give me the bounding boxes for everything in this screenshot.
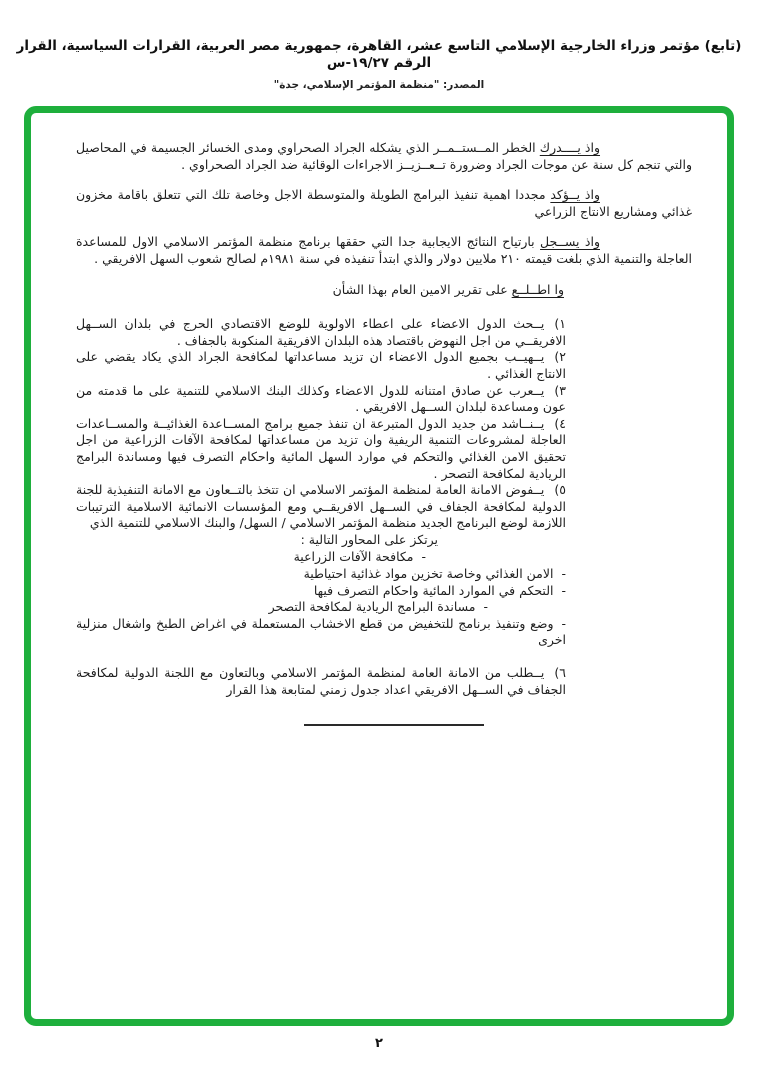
item-number: ٦) xyxy=(554,665,566,681)
operative-item-6 xyxy=(76,665,566,698)
bullet-dash: - xyxy=(483,599,488,615)
bullet-item xyxy=(76,549,566,566)
item-text: يــحث الدول الاعضاء على اعطاء الاولوية للوضع الاقتصادي الحرج في بلدان الســهل الافريقــي من اجل النهوض باقتصاد هذه البلدان الافريقية المنكوبة بالجفاف . xyxy=(76,316,566,348)
item-text: يــعرب عن صادق امتنانه للدول الاعضاء وكذلك البنك الاسلامي للتنمية على ما قدمته من عون ومساعدة لبلدان الســهل الافريقي . xyxy=(76,382,566,415)
bullet-item xyxy=(76,616,566,649)
item-number: ١) xyxy=(554,316,566,332)
operative-item-5 xyxy=(76,482,566,649)
item-number: ٥) xyxy=(554,482,566,498)
page-number: ٢ xyxy=(375,1036,383,1051)
preamble-section xyxy=(76,140,692,298)
header-source-line: المصدر: "منظمة المؤتمر الإسلامي، جدة" xyxy=(273,79,485,91)
operative-item-4 xyxy=(76,416,566,482)
bullet-text: التحكم في الموارد المائية واحكام التصرف فيها xyxy=(313,582,554,598)
operative-item-3 xyxy=(76,383,566,416)
bullet-item xyxy=(76,599,566,616)
bullet-dash: - xyxy=(561,615,566,631)
bullet-text: مساندة البرامج الريادية لمكافحة التصحر xyxy=(268,599,476,615)
bullet-item xyxy=(76,583,566,600)
bullet-item xyxy=(76,566,566,583)
item-number: ٤) xyxy=(554,415,566,431)
bullet-text: وضع وتنفيذ برنامج للتخفيض من قطع الاخشاب المستعملة في اغراض الطبخ واشغال منزلية اخرى xyxy=(76,615,566,648)
bullet-text: مكافحة الآفات الزراعية xyxy=(293,549,414,565)
scanned-text-block xyxy=(76,140,692,726)
operative-items-section xyxy=(76,316,692,698)
preamble-clause xyxy=(76,187,692,220)
item-text: يــهيــب بجميع الدول الاعضاء ان تزيد مساعداتها لمكافحة الجراد الذي يكاد يقضي على الانتاج الغذائي . xyxy=(76,349,566,381)
item-5-axes-intro: يرتكز على المحاور التالية : xyxy=(300,531,438,547)
item-5-bullet-list xyxy=(76,549,566,649)
item-number: ٢) xyxy=(554,349,566,365)
item-text: يــفوض الامانة العامة لمنظمة المؤتمر الاسلامي ان تتخذ بالتــعاون مع الامانة التنفيذية للجنة الدولية لمكافحة الجفاف في الســهل الافريقــي ومع المؤسسات الانمائية الاسلامية الترتيبات اللازمة لوضع البرنامج الجديد منظمة المؤتمر الاسلامي / السهل/ والبنك الاسلامي للتنمية الذي xyxy=(76,482,566,531)
item-text: يــطلب من الامانة العامة لمنظمة المؤتمر الاسلامي وبالتعاون مع اللجنة الدولية لمكافحة الجفاف في الســهل الافريقي اعداد جدول زمني لمتابعة هذا القرار xyxy=(76,665,566,697)
preamble-lead: واذ يــؤكد xyxy=(550,187,600,203)
bullet-dash: - xyxy=(561,566,566,582)
operative-item-1 xyxy=(76,316,566,349)
preamble-lead: واذ يــــدرك xyxy=(539,140,601,155)
preamble-lead: واذ يســجل xyxy=(540,234,600,250)
preamble-text: مجددا اهمية تنفيذ البرامج الطويلة والمتوسطة الاجل وخاصة تلك التي تتعلق باقامة مخزون غذائي ومشاريع الانتاج الزراعي xyxy=(76,187,692,219)
operative-item-2 xyxy=(76,349,566,382)
preamble-text: بارتياح النتائج الايجابية جدا التي حققها برنامج منظمة المؤتمر الاسلامي الاول للمساعدة العاجلة والتنمية الذي بلغت قيمته ٢١٠ ملايين دولار والذي ابتدأ تنفيذه في سنة ١٩٨١م لصالح شعوب السهل الافريقي . xyxy=(76,234,692,266)
bullet-text: الامن الغذائي وخاصة تخزين مواد غذائية احتياطية xyxy=(303,566,554,582)
end-divider-rule xyxy=(304,724,484,726)
item-5-paragraph xyxy=(76,482,566,532)
bullet-dash: - xyxy=(421,549,426,565)
preamble-text: الخطر المــستــمــر الذي يشكله الجراد الصحراوي ومدى الخسائر الجسيمة في المحاصيل والتي تنجم كل سنة عن موجات الجراد وضرورة تــعــزيــز الاجراءات الوقائية ضد الجراد الصحراوي . xyxy=(76,140,692,172)
item-number: ٣) xyxy=(554,382,566,398)
preamble-clause xyxy=(76,234,692,267)
preamble-text: على تقرير الامين العام بهذا الشأن xyxy=(332,281,512,297)
bullet-dash: - xyxy=(561,582,566,598)
preamble-lead: وا اطــلــع xyxy=(511,281,564,297)
preamble-clause xyxy=(76,140,692,173)
item-text: يــنــاشد من جديد الدول المتبرعة ان تنفذ جميع برامج المســاعدة الغذائيــة والمســاعدات العاجلة لمشروعات التنمية الريفية وان تزيد من مساعداتها لمكافحة الآفات الزراعية من اجل تحقيق الامن الغذائي والتحكم في موارد السهل المائية واحكام التصرف فيها ومساندة البرامج الريادية لمكافحة التصحر . xyxy=(76,415,566,481)
preamble-clause xyxy=(76,282,692,299)
document-header xyxy=(0,38,758,91)
header-title-line: (تابع) مؤتمر وزراء الخارجية الإسلامي التاسع عشر، القاهرة، جمهورية مصر العربية، القرارات السياسية، القرار الرقم ١٩/٢٧-س xyxy=(16,38,742,71)
